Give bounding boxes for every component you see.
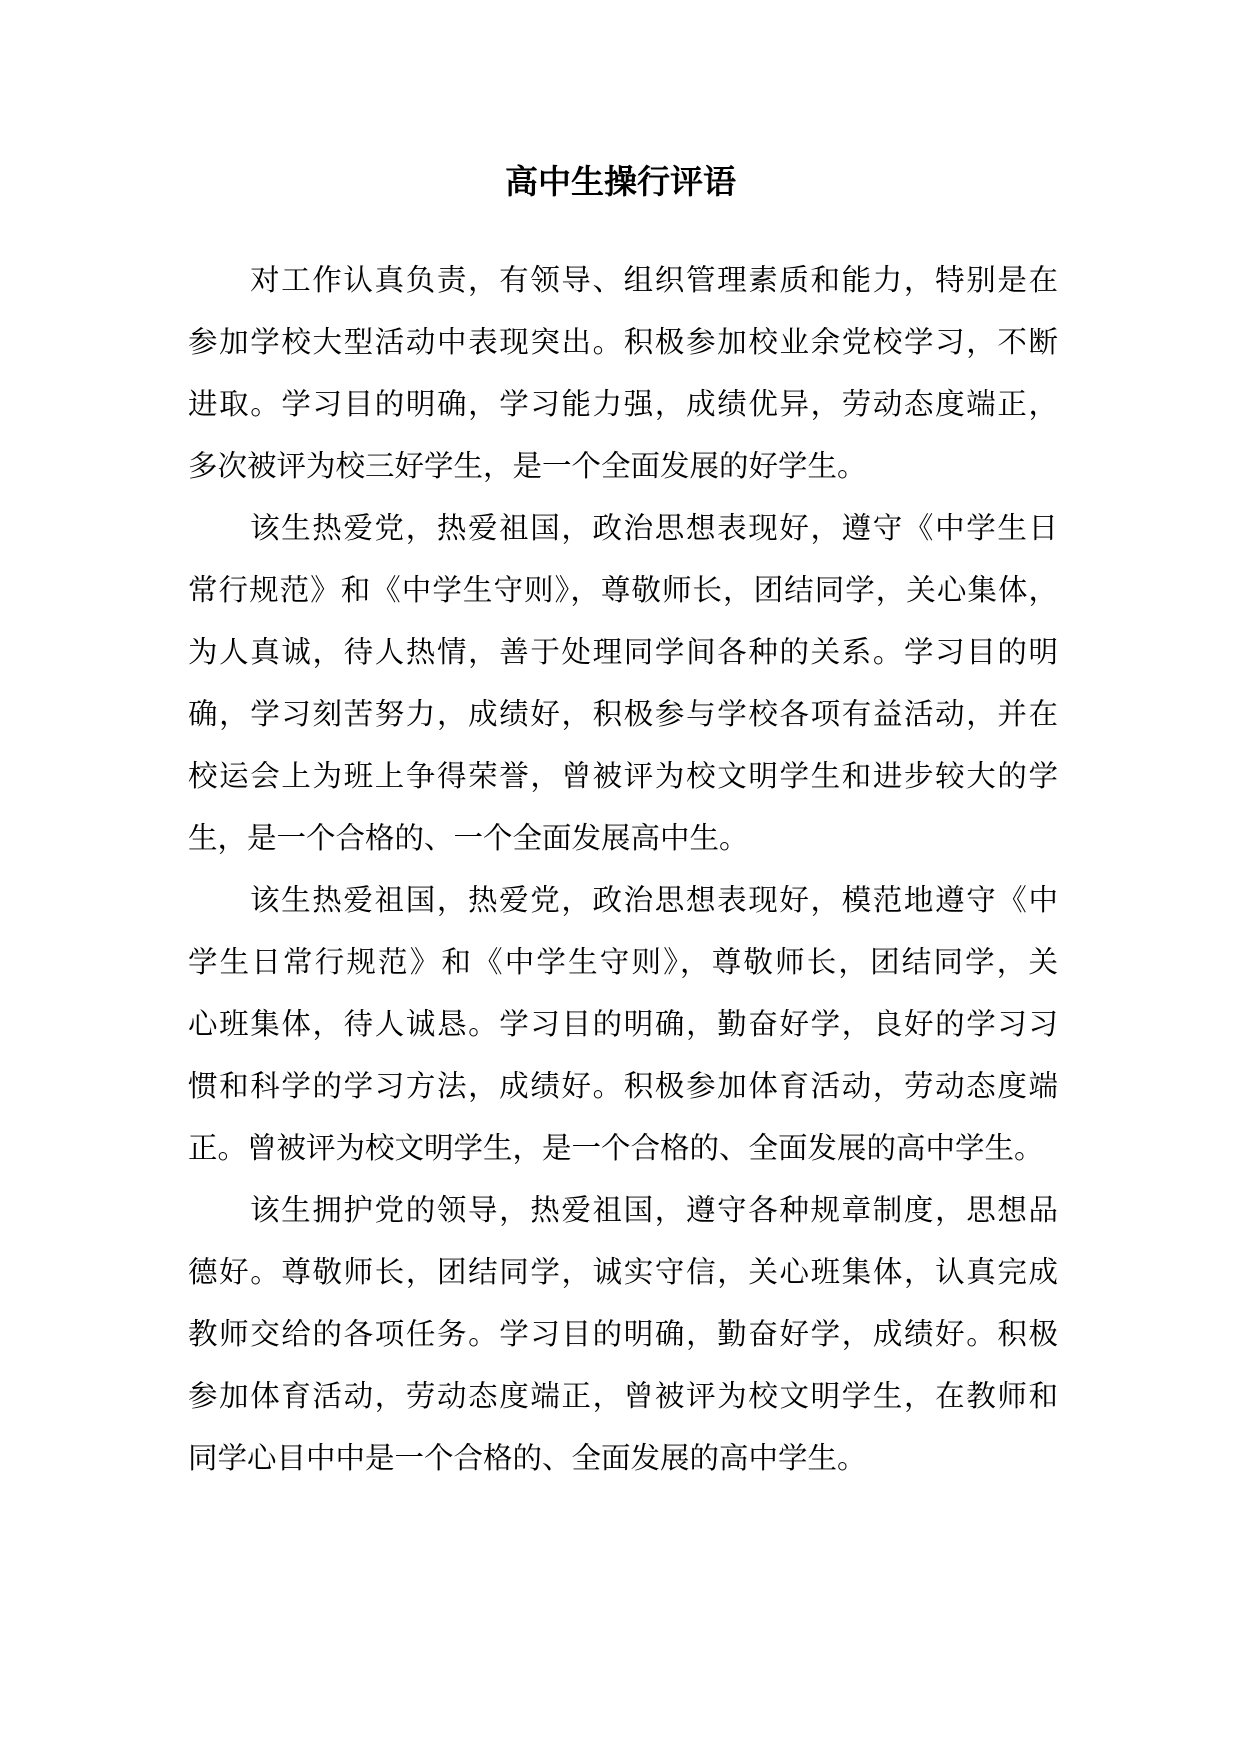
paragraph-4-line-4: 参加体育活动，劳动态度端正，曾被评为校文明学生，在教师和 [188, 1379, 1058, 1413]
paragraph-1-line-4: 多次被评为校三好学生，是一个全面发展的好学生。 [188, 449, 867, 483]
paragraph-1-line-1: 对工作认真负责，有领导、组织管理素质和能力，特别是在 [250, 263, 1058, 297]
paragraph-4-line-3: 教师交给的各项任务。学习目的明确，勤奋好学，成绩好。积极 [188, 1317, 1058, 1351]
paragraph-4-line-5: 同学心目中中是一个合格的、全面发展的高中学生。 [188, 1441, 867, 1475]
document-title: 高中生操行评语 [505, 162, 736, 201]
paragraph-2-line-5: 校运会上为班上争得荣誉，曾被评为校文明学生和进步较大的学 [188, 759, 1058, 793]
paragraph-3-line-3: 心班集体，待人诚恳。学习目的明确，勤奋好学，良好的学习习 [188, 1007, 1058, 1041]
paragraph-4-line-1: 该生拥护党的领导，热爱祖国，遵守各种规章制度，思想品 [250, 1193, 1058, 1227]
paragraph-3-line-1: 该生热爱祖国，热爱党，政治思想表现好，模范地遵守《中 [250, 883, 1058, 917]
paragraph-1-line-3: 进取。学习目的明确，学习能力强，成绩优异，劳动态度端正， [188, 387, 1058, 421]
paragraph-2-line-3: 为人真诚，待人热情，善于处理同学间各种的关系。学习目的明 [188, 635, 1058, 669]
paragraph-3-line-2: 学生日常行规范》和《中学生守则》，尊敬师长，团结同学，关 [188, 945, 1058, 979]
paragraph-3-line-5: 正。曾被评为校文明学生，是一个合格的、全面发展的高中学生。 [188, 1131, 1044, 1165]
paragraph-3-line-4: 惯和科学的学习方法，成绩好。积极参加体育活动，劳动态度端 [188, 1069, 1058, 1103]
paragraph-2-line-2: 常行规范》和《中学生守则》，尊敬师长，团结同学，关心集体， [188, 573, 1058, 607]
paragraph-2-line-4: 确，学习刻苦努力，成绩好，积极参与学校各项有益活动，并在 [188, 697, 1058, 731]
paragraph-2-line-6: 生，是一个合格的、一个全面发展高中生。 [188, 821, 749, 855]
paragraph-4-line-2: 德好。尊敬师长，团结同学，诚实守信，关心班集体，认真完成 [188, 1255, 1058, 1289]
paragraph-2-line-1: 该生热爱党，热爱祖国，政治思想表现好，遵守《中学生日 [250, 511, 1058, 545]
paragraph-1-line-2: 参加学校大型活动中表现突出。积极参加校业余党校学习，不断 [188, 325, 1058, 359]
